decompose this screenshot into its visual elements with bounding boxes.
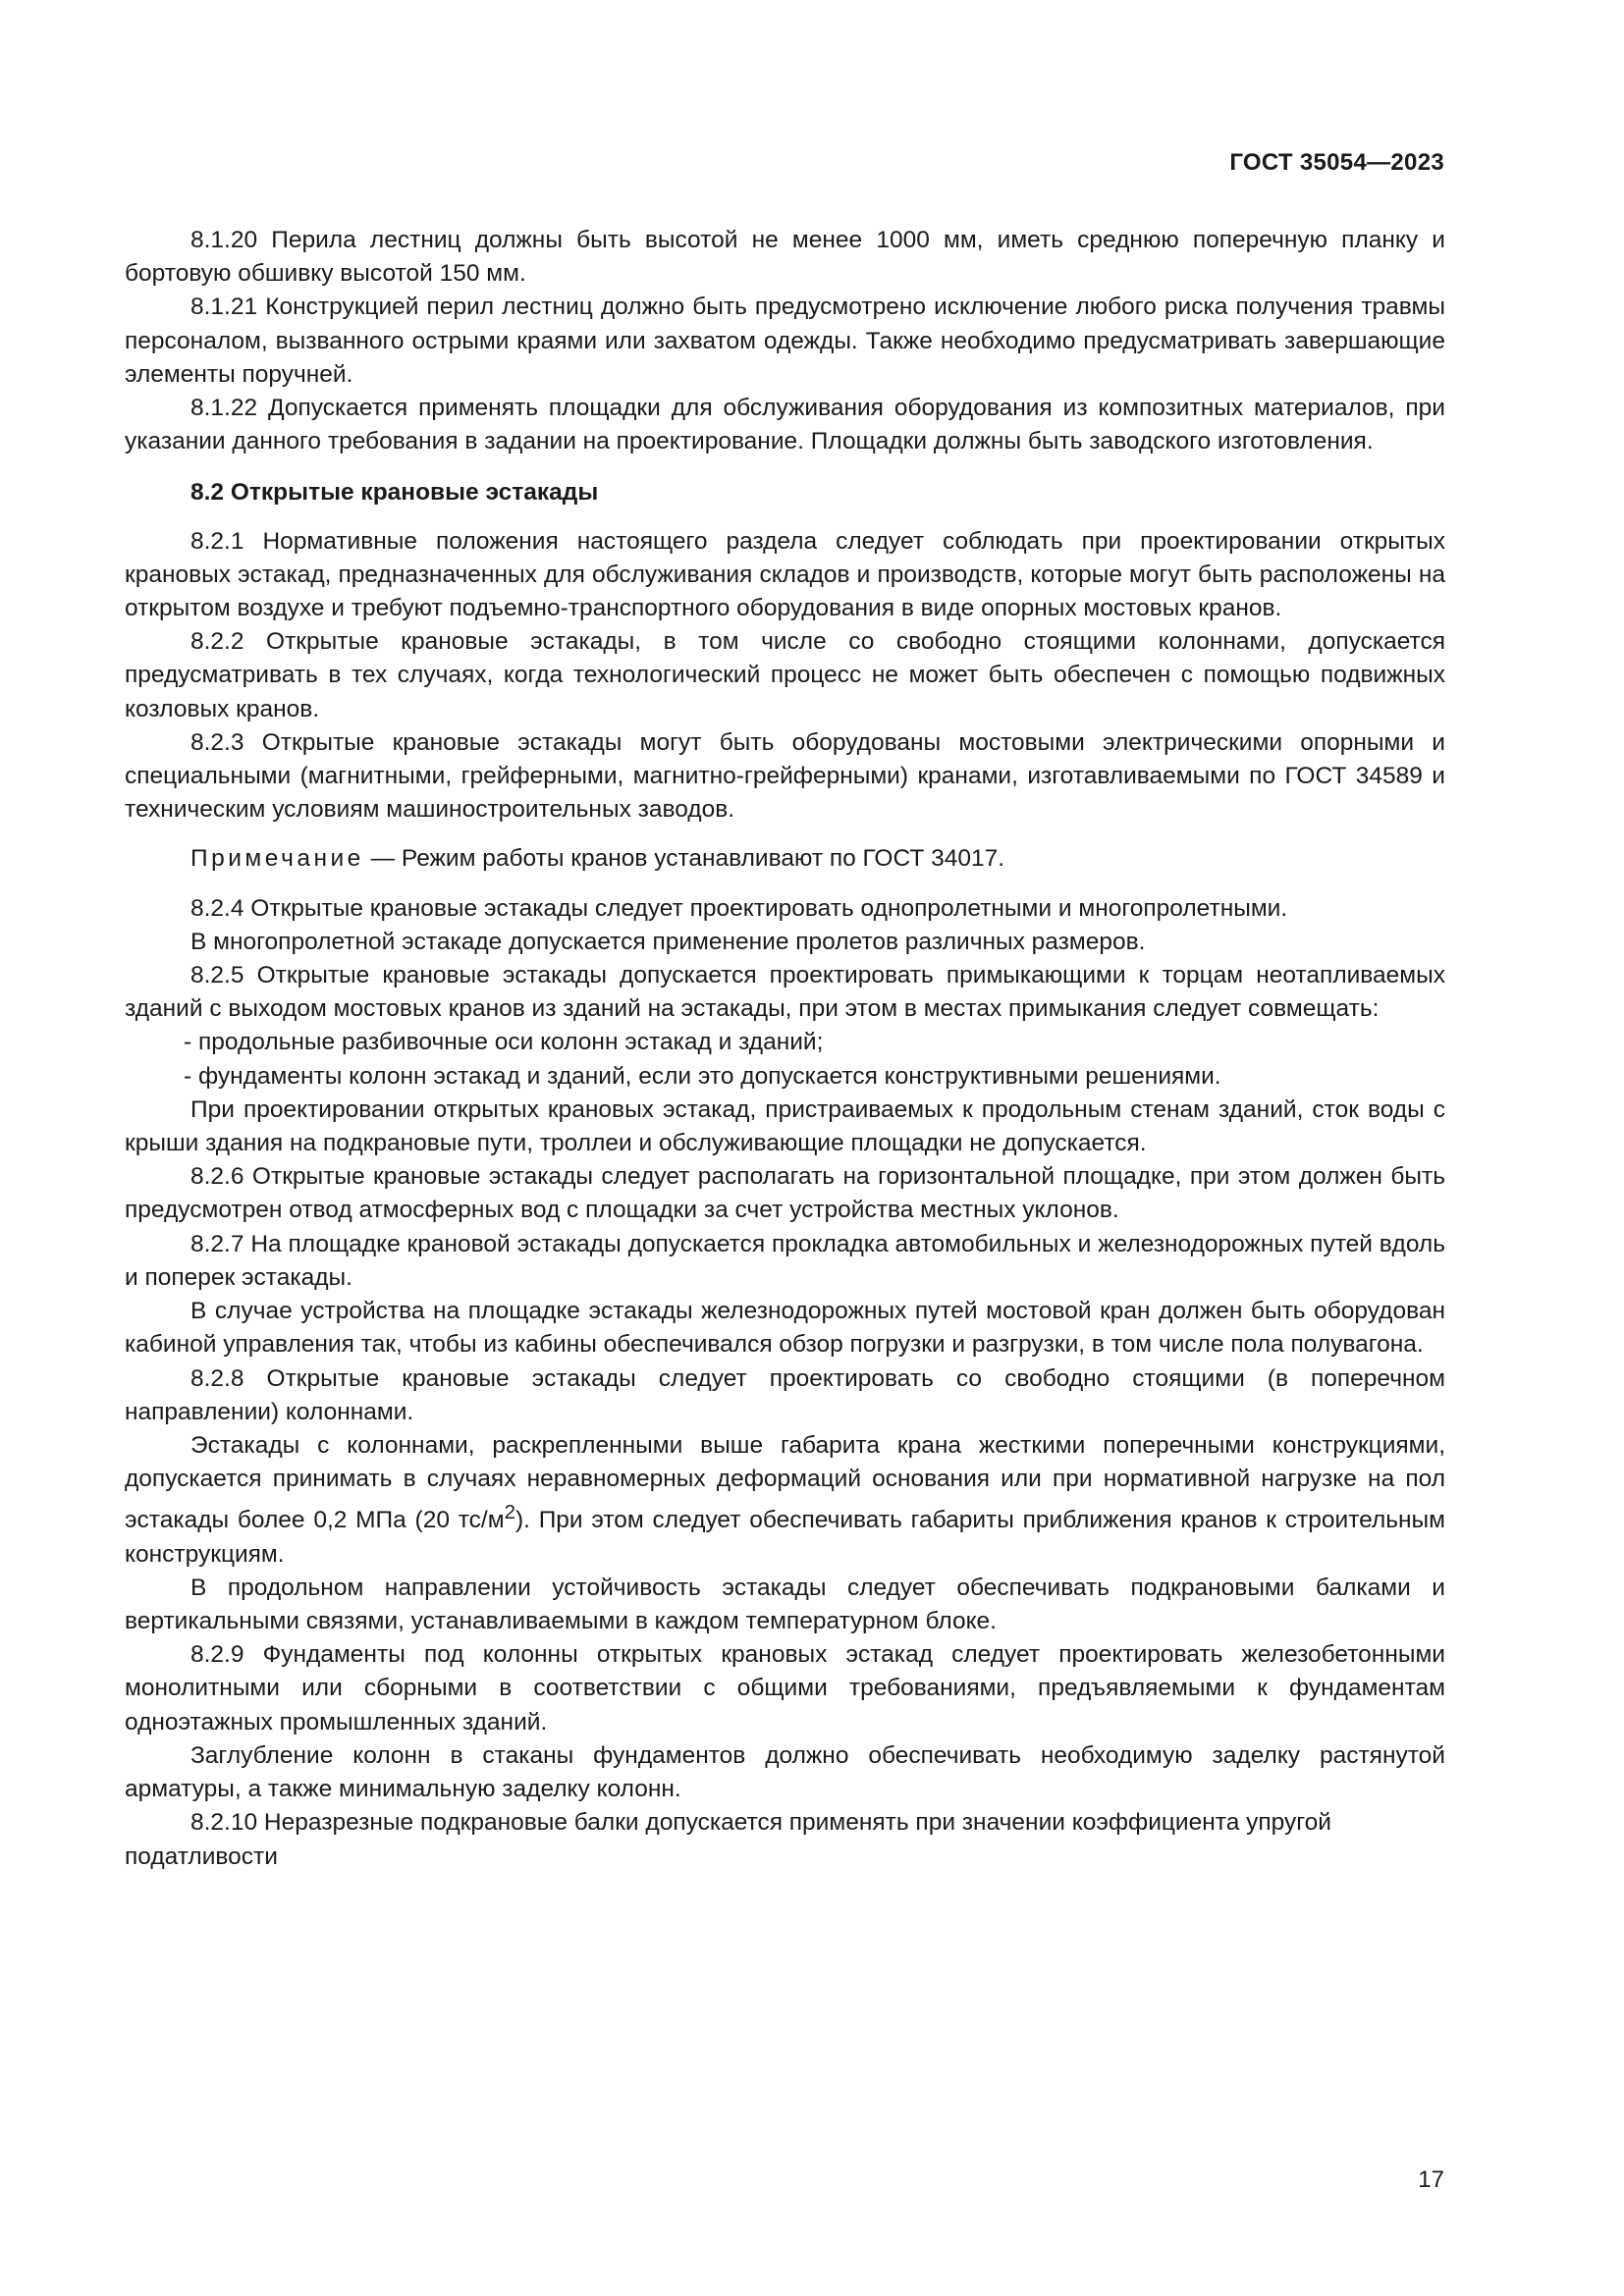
list-item: - продольные разбивочные оси колонн эстакад и зданий; xyxy=(184,1029,824,1056)
paragraph-8-2-5-continued: При проектировании открытых крановых эстакад, пристраиваемых к продольным стенам зданий, сток воды с крыши здания на подкрановые пути, троллеи и обслуживающие площадки не допускается. xyxy=(125,1095,1445,1157)
note-label: Примечание xyxy=(190,845,364,873)
paragraph-8-2-8-continued xyxy=(125,1429,1445,1572)
paragraph-8-2-1: 8.2.1 Нормативные положения настоящего раздела следует соблюдать при проектировании открытых крановых эстакад, предназначенных для обслуживания складов и производств, которые могут быть расположены на открытом воздухе и требуют подъемно-транспортного оборудования в виде опорных мостовых кранов. xyxy=(125,527,1445,622)
note xyxy=(125,842,1445,876)
paragraph-8-2-8-text-start: Эстакады с колоннами, раскрепленными выше габарита крана жесткими поперечными конструкциями, допускается принимать в случаях неравномерных деформаций основания или при нормативной нагрузке на пол эстакады более 0,2 МПа (20 тс/м xyxy=(125,1431,1445,1534)
page-number: 17 xyxy=(1418,2166,1444,2193)
paragraph-8-2-7: 8.2.7 На площадке крановой эстакады допускается прокладка автомобильных и железнодорожных путей вдоль и поперек эстакады. xyxy=(125,1230,1445,1291)
paragraph-8-1-22: 8.1.22 Допускается применять площадки для обслуживания оборудования из композитных материалов, при указании данного требования в задании на проектирование. Площадки должны быть заводского изготовления. xyxy=(125,395,1445,455)
list-item: - фундаменты колонн эстакад и зданий, если это допускается конструктивными решениями. xyxy=(184,1062,1221,1090)
document-standard-header: ГОСТ 35054—2023 xyxy=(1229,149,1444,176)
paragraph-8-2-7-continued: В случае устройства на площадке эстакады железнодорожных путей мостовой кран должен быть оборудован кабиной управления так, чтобы из кабины обеспечивался обзор погрузки и разгрузки, в том числе пола полувагона. xyxy=(125,1298,1445,1359)
paragraph-8-1-20: 8.1.20 Перила лестниц должны быть высотой не менее 1000 мм, иметь среднюю поперечную планку и бортовую обшивку высотой 150 мм. xyxy=(125,227,1445,288)
document-body xyxy=(125,224,1445,1874)
paragraph-8-2-8: 8.2.8 Открытые крановые эстакады следует проектировать со свободно стоящими (в поперечном направлении) колоннами. xyxy=(125,1364,1445,1425)
note-text: — Режим работы кранов устанавливают по ГОСТ 34017. xyxy=(363,845,1005,873)
paragraph-8-2-6: 8.2.6 Открытые крановые эстакады следует располагать на горизонтальной площадке, при этом должен быть предусмотрен отвод атмосферных вод с площадки за счет устройства местных уклонов. xyxy=(125,1163,1445,1224)
paragraph-8-2-10: 8.2.10 Неразрезные подкрановые балки допускается применять при значении коэффициента упругой податливости xyxy=(125,1809,1331,1870)
paragraph-8-2-8-text-end: ). При этом следует обеспечивать габариты приближения кранов к строительным конструкциям. xyxy=(125,1507,1445,1568)
section-title-8-2: 8.2 Открытые крановые эстакады xyxy=(190,479,599,507)
superscript-exponent: 2 xyxy=(504,1502,515,1524)
paragraph-8-2-3: 8.2.3 Открытые крановые эстакады могут быть оборудованы мостовыми электрическими опорными и специальными (магнитными, грейферными, магнитно-грейферными) кранами, изготавливаемыми по ГОСТ 34589 и техническим условиям машиностроительных заводов. xyxy=(125,728,1445,824)
paragraph-8-2-8-longitudinal: В продольном направлении устойчивость эстакады следует обеспечивать подкрановыми балками и вертикальными связями, устанавливаемыми в каждом температурном блоке. xyxy=(125,1574,1445,1635)
paragraph-8-2-2: 8.2.2 Открытые крановые эстакады, в том числе со свободно стоящими колоннами, допускается предусматривать в тех случаях, когда технологический процесс не может быть обеспечен с помощью подвижных козловых кранов. xyxy=(125,628,1445,722)
paragraph-8-2-9: 8.2.9 Фундаменты под колонны открытых крановых эстакад следует проектировать железобетонными монолитными или сборными в соответствии с общими требованиями, предъявляемыми к фундаментам одноэтажных промышленных зданий. xyxy=(125,1641,1445,1735)
paragraph-8-2-9-continued: Заглубление колонн в стаканы фундаментов должно обеспечивать необходимую заделку растянутой арматуры, а также минимальную заделку колонн. xyxy=(125,1741,1445,1803)
paragraph-8-2-5: 8.2.5 Открытые крановые эстакады допускается проектировать примыкающими к торцам неотапливаемых зданий с выходом мостовых кранов из зданий на эстакады, при этом в местах примыкания следует совмещать: xyxy=(125,962,1445,1023)
paragraph-8-2-4-continued: В многопролетной эстакаде допускается применение пролетов различных размеров. xyxy=(190,928,1146,955)
paragraph-8-1-21: 8.1.21 Конструкцией перил лестниц должно быть предусмотрено исключение любого риска получения травмы персоналом, вызванного острыми краями или захватом одежды. Также необходимо предусматривать завершающие элементы поручней. xyxy=(125,294,1445,388)
paragraph-8-2-4: 8.2.4 Открытые крановые эстакады следует проектировать однопролетными и многопролетными. xyxy=(190,894,1288,922)
